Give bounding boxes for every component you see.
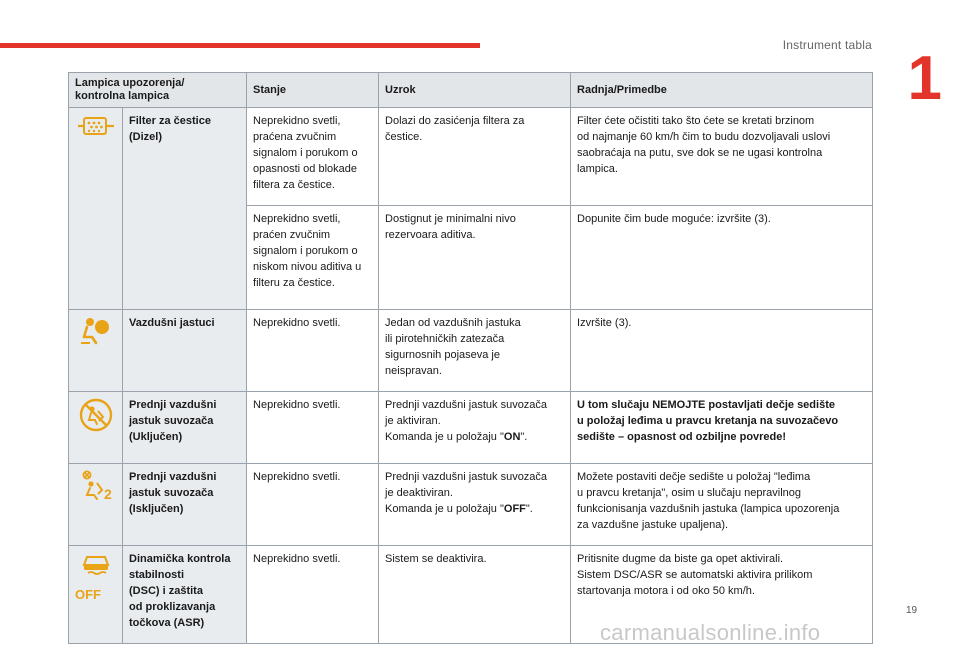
state-cell: Neprekidno svetli. xyxy=(247,464,379,546)
state-cell: Neprekidno svetli. xyxy=(247,392,379,464)
dsc-off-label: OFF xyxy=(75,587,101,602)
state-cell: Neprekidno svetli. xyxy=(247,310,379,392)
cause-cell xyxy=(379,464,571,546)
warning-lamps-table xyxy=(68,72,873,644)
cause-text-end: ". xyxy=(525,503,533,515)
cause-cell xyxy=(379,392,571,464)
particle-filter-icon xyxy=(75,113,116,139)
switch-position-off: OFF xyxy=(503,503,526,515)
header-accent-bar xyxy=(0,43,480,48)
column-header-lamp: Lampica upozorenja/ kontrolna lampica xyxy=(69,73,247,108)
lamp-name: Prednji vazdušni jastuk suvozača (Isključen) xyxy=(123,464,247,546)
state-cell: Neprekidno svetli, praćena zvučnim signalom i porukom o opasnosti od blokade filtera za čestice. xyxy=(247,108,379,206)
passenger-airbag-off-icon xyxy=(75,469,116,501)
column-header-action: Radnja/Primedbe xyxy=(571,73,873,108)
lamp-name: Vazdušni jastuci xyxy=(123,310,247,392)
cause-cell: Sistem se deaktivira. xyxy=(379,546,571,644)
icon-cell xyxy=(69,108,123,310)
cause-text-end: ". xyxy=(520,431,528,443)
action-cell: U tom slučaju NEMOJTE postavljati dečje sedište u položaj leđima u pravcu kretanja na suvozačevo sedište – opasnost od ozbiljne povrede! xyxy=(571,392,873,464)
table-row xyxy=(69,392,873,464)
action-cell: Izvršite (3). xyxy=(571,310,873,392)
icon-cell xyxy=(69,310,123,392)
state-cell: Neprekidno svetli. xyxy=(247,546,379,644)
passenger-airbag-on-icon xyxy=(75,397,116,433)
icon-cell xyxy=(69,464,123,546)
state-cell: Neprekidno svetli, praćen zvučnim signalom i porukom o niskom nivou aditiva u filteru za čestice. xyxy=(247,206,379,310)
cause-cell: Dostignut je minimalni nivo rezervoara aditiva. xyxy=(379,206,571,310)
lamp-name: Dinamička kontrola stabilnosti (DSC) i zaštita od proklizavanja točkova (ASR) xyxy=(123,546,247,644)
cause-text: Prednji vazdušni jastuk suvozača je aktiviran. Komanda je u položaju " xyxy=(385,399,548,443)
airbag-icon xyxy=(75,315,116,347)
action-cell: Filter ćete očistiti tako što ćete se kretati brzinom od najmanje 60 km/h čim to budu dozvoljavali uslovi saobraćaja na putu, sve dok se ne ugasi kontrolna lampica. xyxy=(571,108,873,206)
action-cell: Dopunite čim bude moguće: izvršite (3). xyxy=(571,206,873,310)
lamp-name: Prednji vazdušni jastuk suvozača (Uključen) xyxy=(123,392,247,464)
icon-cell xyxy=(69,546,123,644)
watermark: carmanualsonline.info xyxy=(600,620,821,645)
table-row xyxy=(69,108,873,206)
column-header-state: Stanje xyxy=(247,73,379,108)
table-header-row xyxy=(69,73,873,108)
action-cell: Možete postaviti dečje sedište u položaj "leđima u pravcu kretanja", osim u slučaju nepravilnog funkcionisanja vazdušnih jastuka (lampica upozorenja za vazdušne jastuke upaljena). xyxy=(571,464,873,546)
lamp-name: Filter za čestice (Dizel) xyxy=(123,108,247,310)
chapter-number: 1 xyxy=(907,44,942,113)
table-row xyxy=(69,310,873,392)
section-title: Instrument tabla xyxy=(782,38,872,52)
column-header-cause: Uzrok xyxy=(379,73,571,108)
cause-text: Prednji vazdušni jastuk suvozača je deaktiviran. Komanda je u položaju " xyxy=(385,471,548,515)
cause-cell: Jedan od vazdušnih jastuka ili pirotehničkih zatezača sigurnosnih pojaseva je neispravan. xyxy=(379,310,571,392)
cause-cell: Dolazi do zasićenja filtera za čestice. xyxy=(379,108,571,206)
switch-position-on: ON xyxy=(503,431,521,443)
page-number: 19 xyxy=(906,605,918,616)
table-row xyxy=(69,464,873,546)
svg-text:2: 2 xyxy=(103,486,112,501)
dsc-off-icon xyxy=(75,551,116,587)
action-cell: Pritisnite dugme da biste ga opet aktivirali. Sistem DSC/ASR se automatski aktivira prilikom startovanja motora i od oko 50 km/h. xyxy=(571,546,873,644)
icon-cell xyxy=(69,392,123,464)
